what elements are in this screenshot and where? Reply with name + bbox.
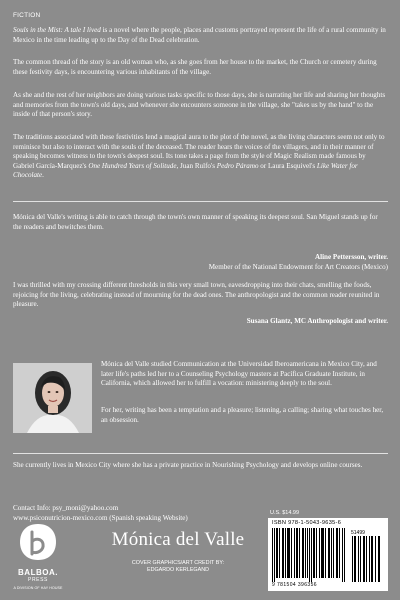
review-author-1: Aline Pettersson, writer. bbox=[314, 253, 388, 261]
author-bio-2: For her, writing has been a temptation and a pleasure; listening, a calling; sharing what touches her, an obsession. bbox=[101, 406, 384, 424]
publisher-name: BALBOA. bbox=[18, 568, 58, 577]
book-title: Souls in the Mist: A tale I lived bbox=[13, 26, 101, 34]
review-quote-2: I was thrilled with my crossing different thresholds in this very small town, eavesdropping into their chats, smelling the foods, rejoicing for the living, celebrating instead of mourning for the dead ones. The anthropologist and the common reader reunited in pleasure. bbox=[13, 281, 380, 309]
review-quote-1: Mónica del Valle's writing is able to catch through the town's own manner of speaking its deepest soul. San Miguel stands up for the readers and bewitches them. bbox=[13, 213, 378, 231]
genre-label: FICTION bbox=[13, 12, 41, 19]
author-photo bbox=[13, 363, 92, 433]
price-addon-code: 51499 bbox=[351, 530, 365, 536]
isbn-text: ISBN 978-1-5043-9635-6 bbox=[272, 520, 342, 526]
review-author-2: Susana Glantz, MC Anthropologist and writer. bbox=[246, 317, 388, 325]
isbn-barcode bbox=[268, 518, 388, 591]
publisher-sub: PRESS bbox=[28, 577, 48, 583]
description-paragraph-3: As she and the rest of her neighbors are doing various tasks specific to those days, she is narrating her life and sharing her thoughts and memories from the town's old days, and whenever she encounters someone in the village, she "takes us by the hand" to the inside of that person's story. bbox=[13, 91, 386, 119]
description-paragraph-2: The common thread of the story is an old woman who, as she goes from her house to the market, the Church or cemetery during these festivity days, is encountering various inhabitants of the village. bbox=[13, 58, 377, 76]
cover-credit: COVER GRAPHICS/ART CREDIT BY: EDGARDO KERLEGAND bbox=[131, 560, 225, 573]
book-reference: One Hundred Years of Solitude bbox=[88, 161, 177, 170]
description-paragraph-4: The traditions associated with these festivities lend a magical aura to the plot of the novel, as the living characters seem not only to reminisce but also to interact with the souls of the deceased. The reader hears the voices of the villagers, and in their manner of speaking becomes witness to the town's deepest soul. Its tone takes a page from the style of Magic Realism made famous by Gabriel García-Marquez's One Hundred Years of Solitude, Juan Rulfo's Pedro Páramo or Laura Esquivel's Like Water for Chocolate. bbox=[13, 133, 385, 180]
barcode-icon bbox=[272, 528, 384, 582]
balboa-logo-icon bbox=[10, 520, 66, 568]
book-reference: Pedro Páramo bbox=[216, 161, 259, 170]
author-name: Mónica del Valle bbox=[111, 529, 245, 550]
publisher-logo bbox=[10, 520, 66, 596]
contact-website[interactable]: www.psiconutricion-mexico.com (Spanish speaking Website) bbox=[13, 513, 188, 522]
review-affiliation-1: Member of the National Endowment for Art Creators (Mexico) bbox=[208, 263, 388, 271]
ean-number: 9 781504 396356 bbox=[272, 582, 317, 588]
author-bio-1: Mónica del Valle studied Communication at the Universidad Iberoamericana in Mexico City, and later life's paths led her to a Counseling Psychology masters at Pacífica Graduate Institute, in California, which allowed her to fulfill a vocation: ministering deeply to the soul. bbox=[101, 360, 377, 388]
author-bio-3: She currently lives in Mexico City where she has a private practice in Nourishing Psychology and develops online courses. bbox=[13, 461, 363, 469]
divider bbox=[13, 201, 388, 202]
description-paragraph-1: Souls in the Mist: A tale I lived is a novel where the people, places and customs portrayed represent the life of a rural community in Mexico in the time leading up to the Day of the Dead celebration. bbox=[13, 26, 386, 44]
price-label: U.S. $14.99 bbox=[270, 510, 300, 516]
book-reference: Like Water for Chocolate bbox=[13, 161, 358, 180]
contact-email[interactable]: Contact Info: psy_moni@yahoo.com bbox=[13, 504, 119, 512]
divider bbox=[13, 453, 388, 454]
publisher-division: A DIVISION OF HAY HOUSE bbox=[13, 586, 63, 590]
